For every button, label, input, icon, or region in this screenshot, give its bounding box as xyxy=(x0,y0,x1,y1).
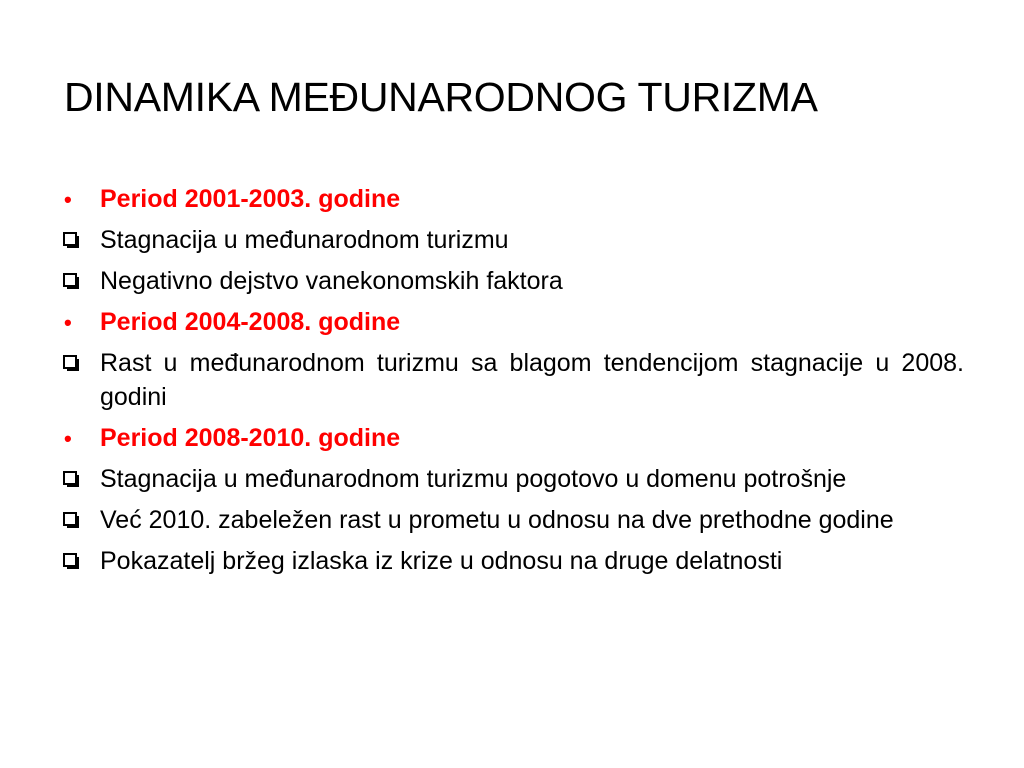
red-bullet-icon: • xyxy=(64,187,72,212)
list-item-text: Stagnacija u međunarodnom turizmu xyxy=(100,226,509,254)
list-item-period-2001-2003 xyxy=(62,182,964,216)
list-item xyxy=(62,264,964,298)
checkbox-icon xyxy=(63,232,77,246)
period-heading: Period 2004-2008. godine xyxy=(100,308,401,336)
red-bullet-icon: • xyxy=(64,310,72,335)
period-heading: Period 2008-2010. godine xyxy=(100,424,401,452)
list-item-text: Stagnacija u međunarodnom turizmu pogotovo u domenu potrošnje xyxy=(100,465,847,493)
bullet-list xyxy=(62,182,964,585)
list-item-period-2004-2008 xyxy=(62,305,964,339)
list-item xyxy=(62,223,964,257)
list-item xyxy=(62,503,964,537)
red-bullet-icon: • xyxy=(64,426,72,451)
checkbox-icon xyxy=(63,273,77,287)
list-item xyxy=(62,544,964,578)
checkbox-icon xyxy=(63,512,77,526)
list-item-period-2008-2010 xyxy=(62,421,964,455)
slide-title: DINAMIKA MEĐUNARODNOG TURIZMA xyxy=(64,74,818,120)
list-item-text: Već 2010. zabeležen rast u prometu u odnosu na dve prethodne godine xyxy=(100,506,894,534)
list-item xyxy=(62,346,964,414)
list-item-text: Negativno dejstvo vanekonomskih faktora xyxy=(100,267,563,295)
list-item-text: Rast u međunarodnom turizmu sa blagom tendencijom stagnacije u 2008. godini xyxy=(100,349,964,411)
list-item-text: Pokazatelj bržeg izlaska iz krize u odnosu na druge delatnosti xyxy=(100,547,783,575)
checkbox-icon xyxy=(63,471,77,485)
list-item xyxy=(62,462,964,496)
checkbox-icon xyxy=(63,553,77,567)
checkbox-icon xyxy=(63,355,77,369)
period-heading: Period 2001-2003. godine xyxy=(100,185,401,213)
